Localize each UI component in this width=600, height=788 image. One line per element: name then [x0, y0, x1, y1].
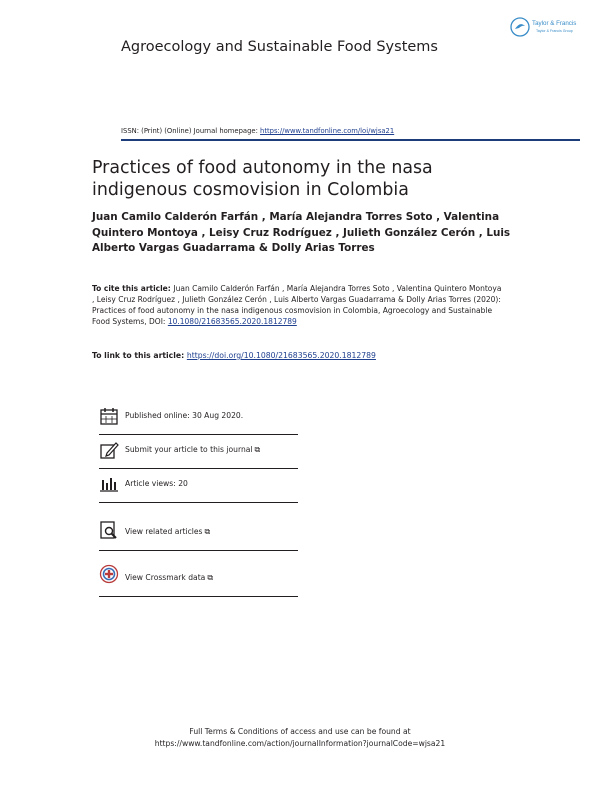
citation-block	[92, 283, 502, 327]
citation-doi-link[interactable]: 10.1080/21683565.2020.1812789	[167, 317, 297, 326]
footer-journal-info-link[interactable]: https://www.tandfonline.com/action/journalInformation?journalCode=wjsa21	[154, 738, 446, 748]
related-articles-row[interactable]	[99, 516, 298, 551]
journal-homepage-link[interactable]: https://www.tandfonline.com/loi/wjsa21	[260, 127, 395, 135]
submit-article-row[interactable]	[99, 434, 298, 469]
search-document-icon	[99, 520, 119, 540]
submit-article-link[interactable]: Submit your article to this journal	[125, 445, 253, 454]
published-online-text: Published online: 30 Aug 2020.	[125, 411, 244, 420]
crossmark-link[interactable]: View Crossmark data	[125, 573, 206, 582]
header-divider	[121, 139, 580, 141]
external-link-icon: ⧉	[204, 527, 211, 536]
article-views-row	[99, 468, 298, 503]
article-authors: Juan Camilo Calderón Farfán , María Alejandra Torres Soto , Valentina Quintero Montoya , Leisy Cruz Rodríguez , Julieth González Cerón , Luis Alberto Vargas Guadarrama & Dolly Arias Torres	[92, 211, 511, 254]
publisher-logo-mark	[510, 16, 586, 38]
citation-label: To cite this article:	[92, 284, 174, 293]
publisher-logo[interactable]	[510, 16, 586, 38]
footer-terms-text: Full Terms & Conditions of access and use can be found at	[189, 727, 411, 736]
publisher-group: Taylor & Francis Group	[536, 29, 573, 33]
issn-line	[121, 127, 394, 135]
published-online-row	[99, 400, 298, 435]
edit-icon	[99, 440, 119, 460]
bar-chart-icon	[99, 474, 119, 494]
citation-text: Juan Camilo Calderón Farfán , María Alejandra Torres Soto , Valentina Quintero Montoya , Leisy Cruz Rodríguez , Julieth González Cerón , Luis Alberto Vargas Guadarrama & Dolly Arias Torres (2020): Practices of food autonomy in the nasa indigenous cosmovision in Colombia, Agroecology and Sustainable Food Systems, DOI:	[92, 284, 502, 326]
calendar-icon	[99, 406, 119, 426]
article-title: Practices of food autonomy in the nasa indigenous cosmovision in Colombia	[92, 158, 433, 200]
crossmark-row[interactable]	[99, 562, 298, 597]
publisher-name: Taylor & Francis	[532, 20, 577, 27]
crossmark-icon	[99, 564, 119, 584]
article-doi-link[interactable]: https://doi.org/10.1080/21683565.2020.1812789	[186, 351, 376, 360]
link-label: To link to this article:	[92, 351, 187, 360]
journal-title: Agroecology and Sustainable Food Systems	[121, 39, 438, 55]
article-views-text: Article views: 20	[125, 479, 188, 488]
external-link-icon: ⧉	[207, 573, 214, 582]
article-link-line	[92, 351, 376, 360]
footer	[0, 726, 600, 749]
issn-label: ISSN: (Print) (Online) Journal homepage:	[121, 127, 261, 135]
related-articles-link[interactable]: View related articles	[125, 527, 203, 536]
external-link-icon: ⧉	[254, 445, 261, 454]
